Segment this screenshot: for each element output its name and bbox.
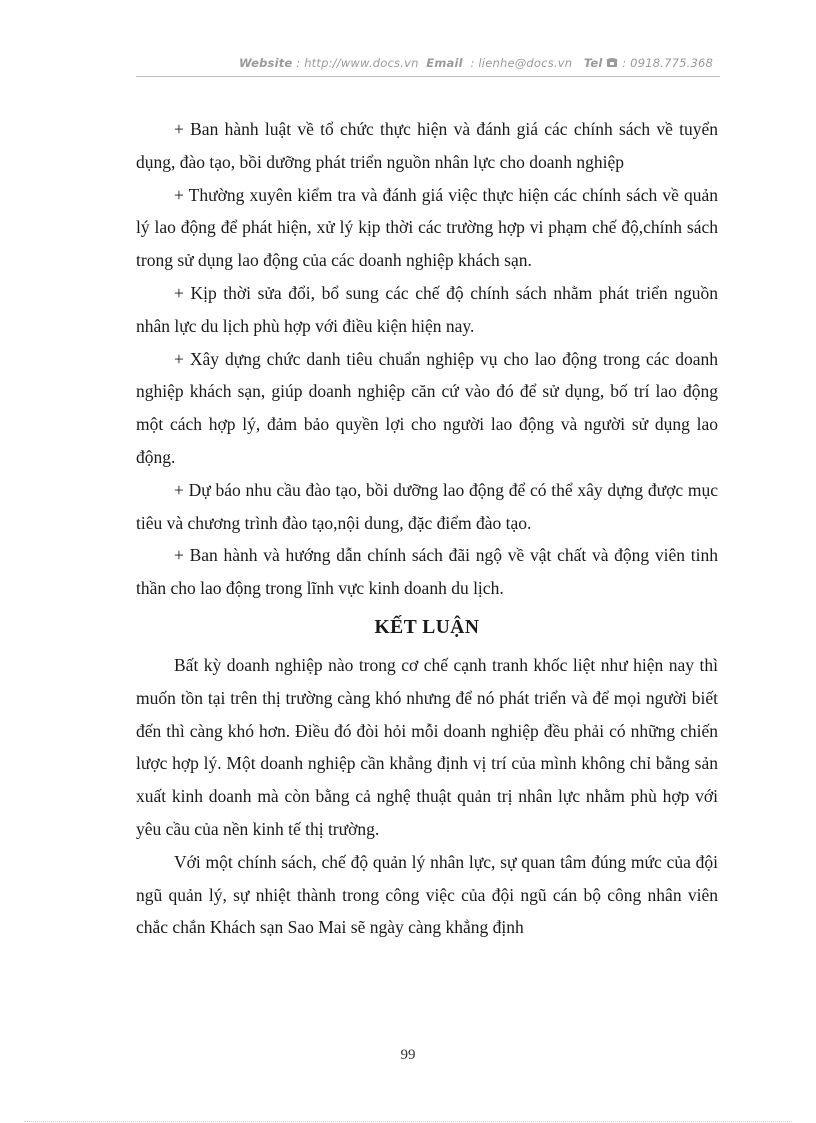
- website-label: Website: [238, 56, 293, 70]
- paragraph: + Thường xuyên kiểm tra và đánh giá việc thực hiện các chính sách về quản lý lao động để phát hiện, xử lý kịp thời các trường hợp vi phạm chế độ,chính sách trong sử dụng lao động của các doanh nghiệp khách sạn.: [136, 184, 718, 271]
- email-label: Email: [426, 56, 463, 70]
- email-value: : lienhe@docs.vn: [470, 56, 573, 70]
- page-number: 99: [400, 1047, 416, 1063]
- tel-value: : 0918.775.368: [622, 56, 714, 70]
- paragraph: + Kịp thời sửa đổi, bổ sung các chế độ chính sách nhằm phát triển nguồn nhân lực du lịch phù hợp với điều kiện hiện nay.: [136, 282, 718, 336]
- paragraph: + Ban hành và hướng dẫn chính sách đãi ngộ về vật chất và động viên tinh thần cho lao động trong lĩnh vực kinh doanh du lịch.: [136, 545, 718, 599]
- paragraph: Với một chính sách, chế độ quản lý nhân lực, sự quan tâm đúng mức của đội ngũ quản lý, sự nhiệt thành trong công việc của đội ngũ cán bộ công nhân viên chắc chắn Khách sạn Sao Mai sẽ ngày càng khẳng định: [136, 851, 718, 938]
- paragraph: + Dự báo nhu cầu đào tạo, bồi dưỡng lao động để có thể xây dựng được mục tiêu và chương trình đào tạo,nội dung, đặc điểm đào tạo.: [136, 479, 718, 533]
- phone-icon: [606, 57, 618, 71]
- paragraph: + Xây dựng chức danh tiêu chuẩn nghiệp vụ cho lao động trong các doanh nghiệp khách sạn, giúp doanh nghiệp căn cứ vào đó để sử dụng, bố trí lao động một cách hợp lý, đảm bảo quyền lợi cho người lao động và người sử dụng lao động.: [136, 348, 718, 467]
- paragraph: Bất kỳ doanh nghiệp nào trong cơ chế cạnh tranh khốc liệt như hiện nay thì muốn tồn tại trên thị trường càng khó nhưng để nó phát triển và để mọi người biết đến thì càng khó hơn. Điều đó đòi hỏi mỗi doanh nghiệp đều phải có những chiến lược hợp lý. Một doanh nghiệp cần khẳng định vị trí của mình không chỉ bằng sản xuất kinh doanh mà còn bằng cả nghệ thuật quản trị nhân lực nhằm phù hợp với yêu cầu của nền kinh tế thị trường.: [136, 654, 718, 839]
- paragraph: + Ban hành luật về tổ chức thực hiện và đánh giá các chính sách về tuyển dụng, đào tạo, bồi dưỡng phát triển nguồn nhân lực cho doanh nghiệp: [136, 119, 718, 172]
- page-header: [136, 56, 816, 76]
- section-title: KẾT LUẬN: [374, 616, 480, 638]
- tel-label: Tel: [583, 56, 603, 70]
- website-value: : http://www.docs.vn: [296, 56, 419, 70]
- header-divider: [136, 76, 720, 77]
- document-body: [136, 113, 718, 944]
- footer-divider: [24, 1121, 792, 1122]
